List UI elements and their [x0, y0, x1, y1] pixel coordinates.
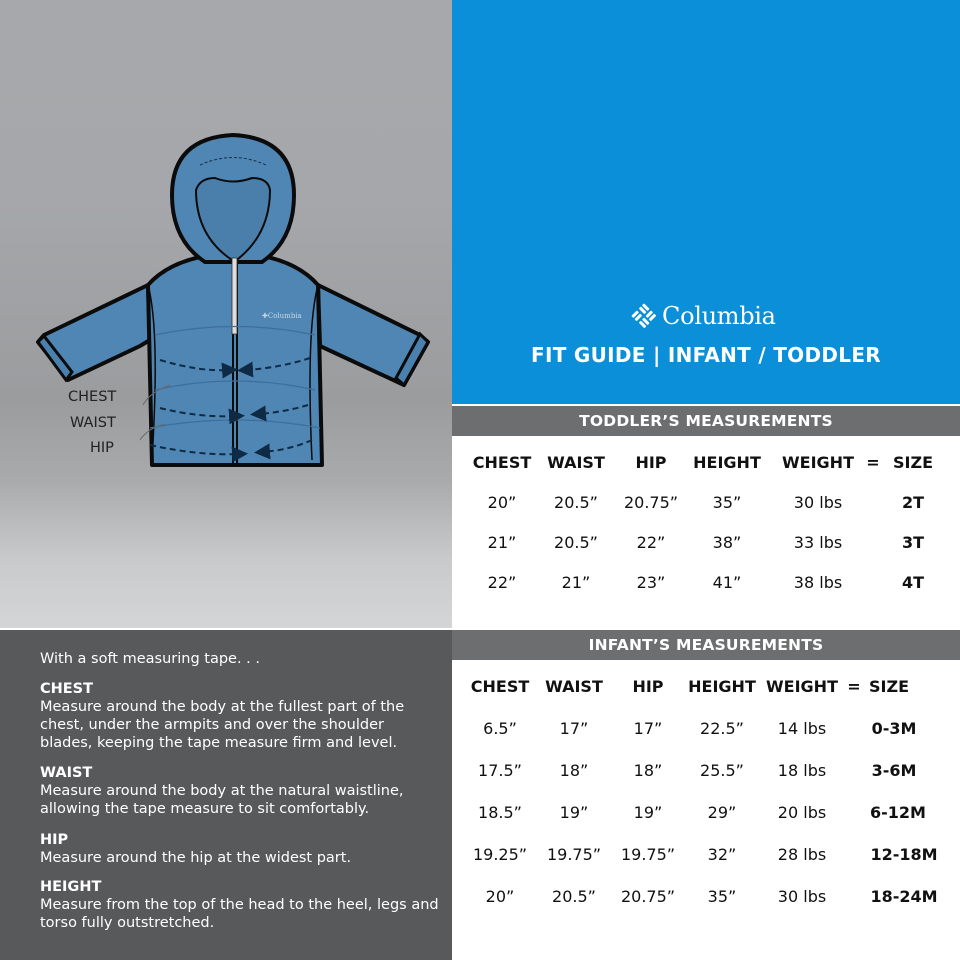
brand-name: Columbia: [662, 302, 776, 330]
table-row: [452, 493, 960, 517]
waist-value: 19.75”: [546, 845, 602, 864]
size-value: 4T: [901, 573, 925, 592]
hip-value: 17”: [633, 719, 663, 738]
equals-sign: =: [866, 453, 880, 472]
hip-value: 23”: [636, 573, 666, 592]
table-row: [452, 573, 960, 597]
height-value: 25.5”: [700, 761, 744, 780]
waist-value: 21”: [561, 573, 591, 592]
waist-value: 17”: [559, 719, 589, 738]
weight-value: 18 lbs: [777, 761, 827, 780]
guide-description: Measure around the body at the natural waistline, allowing the tape measure to sit comfortably.: [40, 783, 404, 817]
size-value: 3-6M: [871, 761, 917, 780]
waist-value: 20.5”: [554, 533, 598, 552]
table-header-row: [452, 677, 960, 701]
chest-value: 20”: [487, 493, 517, 512]
table-row: [452, 533, 960, 557]
guide-term: HEIGHT: [40, 879, 102, 895]
weight-value: 33 lbs: [793, 533, 843, 552]
chest-value: 20”: [485, 887, 515, 906]
chest-label: CHEST: [68, 389, 117, 405]
hip-value: 19”: [633, 803, 663, 822]
guide-description: Measure from the top of the head to the heel, legs and torso fully outstretched.: [40, 897, 439, 931]
waist-value: 19”: [559, 803, 589, 822]
guide-intro: With a soft measuring tape. . .: [40, 651, 261, 667]
chest-value: 22”: [487, 573, 517, 592]
guide-item-chest: [40, 681, 440, 752]
column-header: WAIST: [545, 677, 603, 696]
height-value: 41”: [712, 573, 742, 592]
height-value: 29”: [707, 803, 737, 822]
weight-value: 20 lbs: [777, 803, 827, 822]
brand-header-panel: [452, 0, 960, 404]
height-value: 35”: [707, 887, 737, 906]
column-header: HIP: [635, 453, 667, 472]
hip-value: 22”: [636, 533, 666, 552]
waist-value: 20.5”: [554, 493, 598, 512]
size-value: 18-24M: [870, 887, 938, 906]
infant-section-header: INFANT’S MEASUREMENTS: [452, 630, 960, 660]
weight-value: 14 lbs: [777, 719, 827, 738]
guide-item-hip: [40, 832, 440, 867]
guide-term: CHEST: [40, 681, 94, 697]
table-row: [452, 845, 960, 869]
guide-term: WAIST: [40, 765, 93, 781]
column-header: HEIGHT: [688, 677, 756, 696]
waist-label: WAIST: [70, 415, 116, 431]
column-header: SIZE: [868, 677, 910, 696]
weight-value: 30 lbs: [777, 887, 827, 906]
size-value: 2T: [901, 493, 925, 512]
table-row: [452, 761, 960, 785]
hip-value: 19.75”: [620, 845, 676, 864]
jacket-illustration-panel: [0, 0, 452, 628]
hip-value: 18”: [633, 761, 663, 780]
column-header: WEIGHT: [782, 453, 854, 472]
columbia-diamond-icon: [630, 302, 658, 330]
height-value: 32”: [707, 845, 737, 864]
height-value: 38”: [712, 533, 742, 552]
table-header-row: [452, 453, 960, 477]
column-header: HIP: [632, 677, 664, 696]
guide-item-waist: [40, 765, 440, 818]
chest-value: 18.5”: [478, 803, 522, 822]
measuring-guide-panel: [0, 630, 452, 960]
guide-description: Measure around the hip at the widest part.: [40, 850, 352, 866]
columbia-logo: [630, 302, 776, 330]
column-header: CHEST: [470, 677, 530, 696]
size-value: 0-3M: [871, 719, 917, 738]
size-value: 12-18M: [870, 845, 938, 864]
hip-value: 20.75”: [623, 493, 679, 512]
column-header: WAIST: [547, 453, 605, 472]
hip-value: 20.75”: [620, 887, 676, 906]
jacket-illustration: [0, 0, 452, 628]
waist-value: 20.5”: [552, 887, 596, 906]
toddler-section-header: TODDLER’S MEASUREMENTS: [452, 406, 960, 436]
toddler-size-table: [452, 436, 960, 628]
chest-value: 17.5”: [478, 761, 522, 780]
page-title: FIT GUIDE | INFANT / TODDLER: [531, 343, 881, 367]
jacket-chest-logo: ✚Columbia: [262, 312, 302, 320]
table-row: [452, 803, 960, 827]
column-header: WEIGHT: [766, 677, 838, 696]
column-header: SIZE: [892, 453, 934, 472]
weight-value: 28 lbs: [777, 845, 827, 864]
waist-value: 18”: [559, 761, 589, 780]
weight-value: 30 lbs: [793, 493, 843, 512]
size-value: 3T: [901, 533, 925, 552]
chest-value: 6.5”: [483, 719, 517, 738]
column-header: CHEST: [472, 453, 532, 472]
size-value: 6-12M: [870, 803, 926, 822]
table-row: [452, 887, 960, 911]
guide-item-height: [40, 879, 440, 932]
chest-value: 19.25”: [472, 845, 528, 864]
column-header: HEIGHT: [693, 453, 761, 472]
equals-sign: =: [847, 677, 861, 696]
chest-value: 21”: [487, 533, 517, 552]
weight-value: 38 lbs: [793, 573, 843, 592]
hip-label: HIP: [90, 440, 114, 456]
table-row: [452, 719, 960, 743]
height-value: 22.5”: [700, 719, 744, 738]
guide-description: Measure around the body at the fullest part of the chest, under the armpits and over the shoulder blades, keeping the tape measure firm and level.: [40, 699, 405, 751]
guide-term: HIP: [40, 832, 69, 848]
height-value: 35”: [712, 493, 742, 512]
infant-size-table: [452, 660, 960, 960]
